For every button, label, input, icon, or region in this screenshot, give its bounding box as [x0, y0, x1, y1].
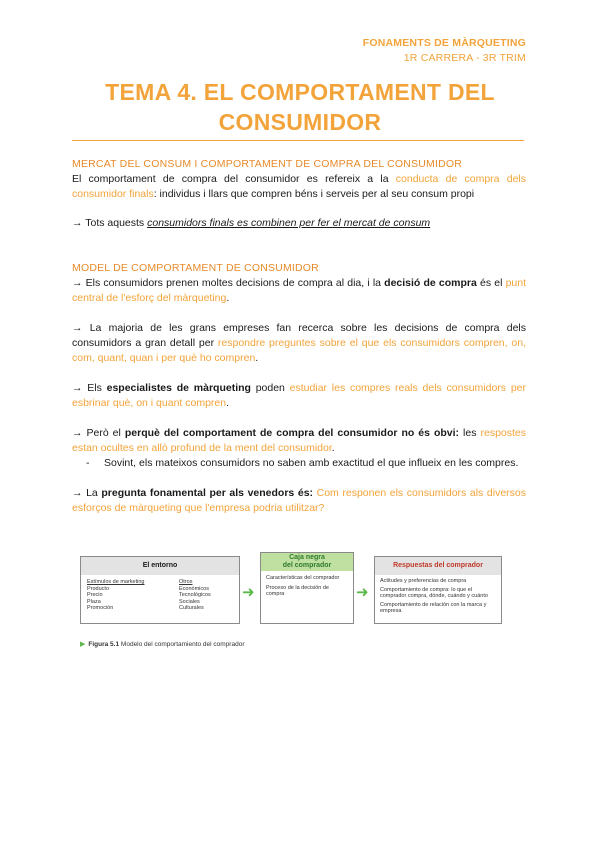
- text: → Tots aquests: [72, 217, 148, 229]
- bold-text: perquè del comportament de compra del consumidor no és obvi:: [124, 427, 460, 439]
- highlight-text: respostes estan ocultes en allò profund de la ment del consumidor: [72, 427, 527, 454]
- buyer-responses-box: [374, 556, 502, 624]
- text: → La: [72, 487, 102, 499]
- list-item: Tecnológicos: [179, 592, 211, 598]
- paragraph: [72, 486, 526, 516]
- responses-title: Respuestas del comprador: [375, 557, 501, 575]
- text: .: [331, 442, 335, 454]
- list-item: Actitudes y preferencias de compra: [380, 578, 467, 584]
- column-heading: Otros: [179, 579, 193, 585]
- text: → Però el: [72, 427, 125, 439]
- paragraph: [72, 381, 526, 411]
- environment-title: El entorno: [81, 557, 239, 575]
- text: → Els consumidors prenen moltes decisions de compra al dia, i la: [72, 277, 385, 289]
- page-title: [70, 77, 530, 137]
- column-heading: Estímulos de marketing: [87, 579, 145, 585]
- highlight-text: conducta de compra dels consumidor finals: [72, 173, 526, 200]
- section-heading: MODEL DE COMPORTAMENT DE CONSUMIDOR: [72, 262, 319, 274]
- text: poden: [250, 382, 290, 394]
- bold-text: pregunta fonamental per als venedors és:: [101, 487, 314, 499]
- environment-box: [80, 556, 240, 624]
- paragraph: [72, 276, 526, 306]
- black-box-title: [261, 553, 353, 571]
- right-arrow-icon: ➜: [242, 584, 255, 601]
- bullet-text: Sovint, els mateixos consumidors no saben amb exactitud el que influeix en les compres.: [104, 457, 519, 469]
- page-title-line1: TEMA 4. EL COMPORTAMENT DEL: [105, 79, 495, 105]
- list-item: Proceso de la decisión de compra: [266, 584, 329, 597]
- underlined-text: consumidors finals es combinen per fer el mercat de consum: [147, 217, 431, 229]
- caption-label: Figura 5.1: [88, 641, 120, 648]
- list-item: Comportamiento de relación con la marca y empresa: [380, 601, 487, 614]
- section-consumer-model: [72, 261, 526, 516]
- caption-triangle-icon: ▶: [80, 641, 86, 648]
- list-item: Económicos: [179, 585, 209, 592]
- bullet-dash: -: [86, 457, 90, 469]
- paragraph: [72, 426, 526, 456]
- page-title-line2: CONSUMIDOR: [218, 109, 382, 135]
- paragraph: [72, 216, 526, 231]
- text: → Els: [72, 382, 107, 394]
- black-box-title-line2: del comprador: [282, 562, 332, 569]
- list-item: Sociales: [179, 598, 200, 605]
- text: : individus i llars que compren béns i serveis per al seu consum propi: [153, 188, 475, 200]
- buyer-behavior-figure: [80, 548, 500, 628]
- paragraph: [72, 321, 526, 366]
- list-item: Plaza: [87, 598, 101, 605]
- section-consumer-market: [72, 157, 526, 231]
- highlight-text: Com responen els consumidors als diversos esforços de màrqueting que l'empresa podria utilitzar?: [72, 487, 526, 514]
- course-year: 1R CARRERA - 3R TRIM: [403, 52, 526, 64]
- black-box-title-line1: Caja negra: [289, 554, 325, 561]
- text: .: [226, 292, 230, 304]
- list-item: Comportamiento de compra: lo que el comprador compra, dónde, cuándo y cuánto: [380, 586, 488, 599]
- right-arrow-icon: ➜: [356, 584, 369, 601]
- highlight-text: estudiar les compres reals dels consumidors per esbrinar què, on i quant compren: [72, 382, 526, 409]
- other-stimuli-column: [179, 579, 211, 612]
- list-item: Características del comprador: [266, 575, 340, 581]
- section-heading: MERCAT DEL CONSUM I COMPORTAMENT DE COMPRA DEL CONSUMIDOR: [72, 158, 463, 170]
- list-item: Producto: [87, 585, 110, 592]
- highlight-text: punt central de l'esforç del màrqueting: [72, 277, 527, 304]
- figure-caption: [80, 640, 245, 648]
- bullet-item: [86, 456, 526, 471]
- marketing-stimuli-column: [87, 579, 179, 612]
- text: El comportament de compra del consumidor es refereix a la: [72, 173, 396, 185]
- text: les: [459, 427, 481, 439]
- text: → La majoria de les grans empreses fan recerca sobre les decisions de compra dels consumidors a gran detall per: [72, 322, 526, 349]
- list-item: Promoción: [87, 605, 114, 611]
- bold-text: especialistes de màrqueting: [106, 382, 251, 394]
- title-divider: [72, 140, 524, 141]
- list-item: Culturales: [179, 605, 204, 611]
- text: .: [255, 352, 259, 364]
- text: .: [226, 397, 230, 409]
- highlight-text: respondre preguntes sobre el que els consumidors compren, on, com, quant, quan i per què ho compren: [72, 337, 526, 364]
- buyer-black-box: [260, 552, 354, 624]
- caption-text: Modelo del comportamiento del comprador: [120, 641, 245, 648]
- course-name: FONAMENTS DE MÀRQUETING: [362, 37, 526, 49]
- bold-text: decisió de compra: [384, 277, 477, 289]
- text: és el: [476, 277, 506, 289]
- paragraph: [72, 172, 526, 202]
- list-item: Precio: [87, 592, 103, 598]
